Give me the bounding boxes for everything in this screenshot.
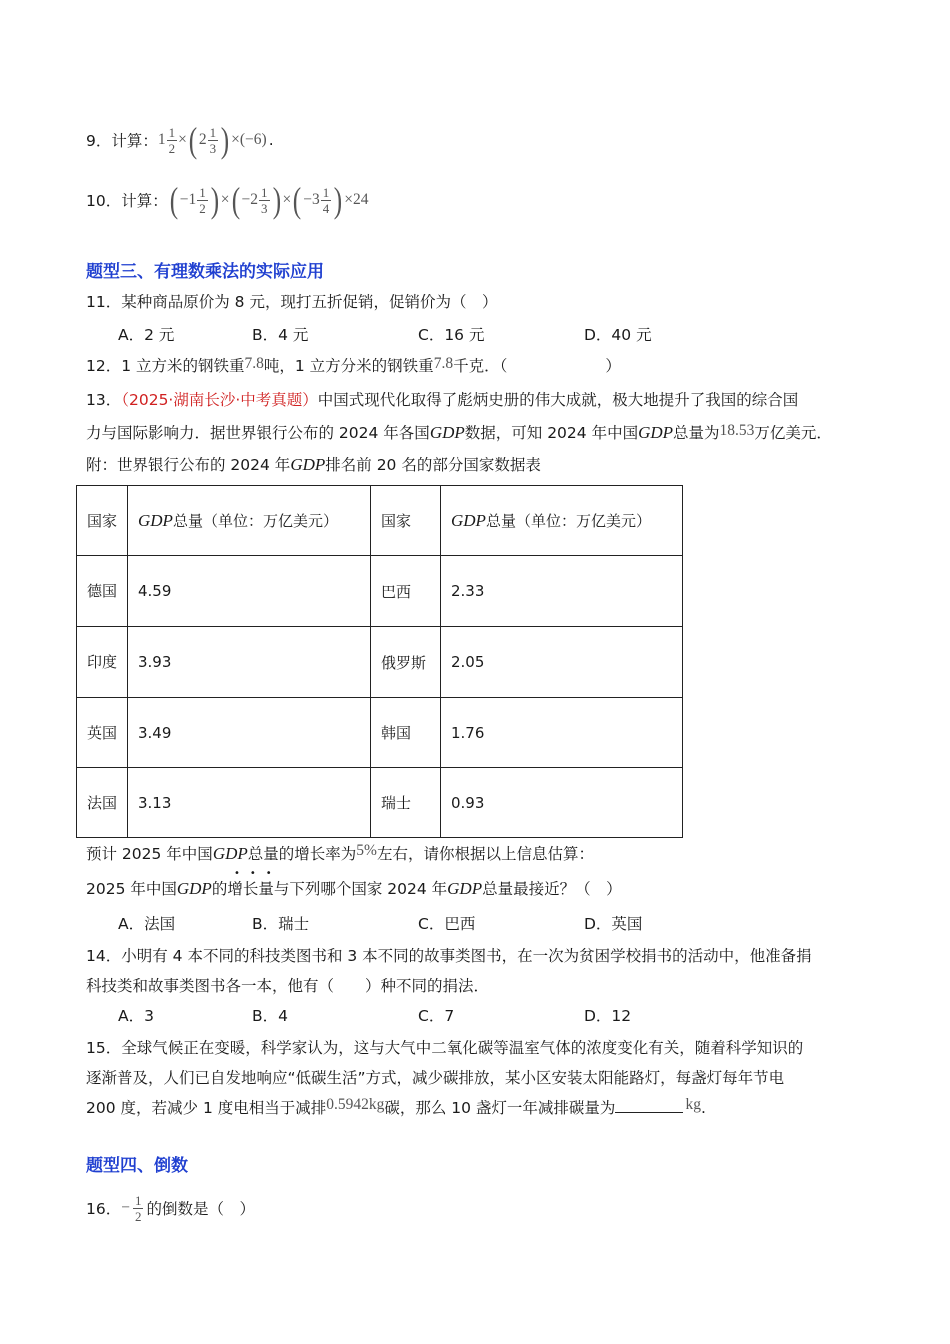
q10-label: 计算：: [121, 192, 168, 210]
question-11: 11．某种商品原价为 8 元，现打五折促销，促销价为（ ）: [86, 293, 498, 311]
question-15-line-2: 逐渐普及，人们已自发地响应“低碳生活”方式，减少碳排放，某小区安装太阳能路灯，每盏灯每年节电: [86, 1069, 785, 1087]
q13-option-d: D．英国: [584, 915, 643, 933]
q11-option-d: D．40 元: [584, 326, 652, 344]
section-heading-3: 题型三、有理数乘法的实际应用: [86, 262, 324, 282]
growth-rate: 5%: [356, 842, 377, 859]
question-13-line-5: 2025 年中国GDP的增长量与下列哪个国家 2024 年GDP总量最接近？（ ）: [86, 879, 622, 898]
table-row: 印度 3.93 俄罗斯 2.05: [77, 627, 683, 698]
q12-value-2: 7.8: [433, 355, 454, 372]
emission-value: 0.5942kg: [326, 1096, 385, 1113]
section-heading-4: 题型四、倒数: [86, 1156, 188, 1176]
question-15-line-1: 15．全球气候正在变暖，科学家认为，这与大气中二氧化碳等温室气体的浓度变化有关，随着科学知识的: [86, 1039, 804, 1057]
q14-option-d: D．12: [584, 1007, 632, 1025]
q11-option-b: B．4 元: [252, 326, 309, 344]
q13-option-b: B．瑞士: [252, 915, 310, 933]
q9-expression: 1 $\frac{1}{2}$ × ( 2 $\frac{1}{3}$ ) ×(−6): [157, 120, 267, 160]
question-9: 9． 计算： 1 $\frac{1}{2}$ × ( 2 $\frac{1}{3}$ ) ×(−6) .: [86, 120, 274, 160]
q9-number: 9．: [86, 132, 112, 150]
q10-number: 10．: [86, 192, 122, 210]
header-country-1: 国家: [77, 486, 128, 556]
question-source: （2025·湖南长沙·中考真题）: [121, 391, 318, 409]
question-13-line-3: 附：世界银行公布的 2024 年GDP排名前 20 名的部分国家数据表: [86, 455, 541, 474]
q14-option-b: B．4: [252, 1007, 288, 1025]
question-16: 16． − $\frac{1}{2}$ 的倒数是（ ）: [86, 1192, 255, 1224]
question-13-line-4: 预计 2025 年中国GDP总量的增长率为5%左右，请你根据以上信息估算：: [86, 842, 594, 863]
question-10: [86, 178, 369, 222]
q14-option-a: A．3: [118, 1007, 154, 1025]
q10-expression: ( −1 $\frac{1}{2}$ ) × ( −2 $\frac{1}{3}$ ) × ( −3 $\frac{1}{4}$ ) ×24: [169, 180, 369, 220]
answer-blank: [615, 1096, 683, 1113]
fraction-one-half: $\frac{1}{2}$: [168, 124, 176, 156]
table-row: 英国 3.49 韩国 1.76: [77, 698, 683, 768]
question-12: 12．1 立方米的钢铁重7.8吨，1 立方分米的钢铁重7.8千克．（ ）: [86, 355, 621, 375]
header-gdp-2: GDP总量（单位：万亿美元）: [441, 486, 683, 556]
question-14-line-2: 科技类和故事类图书各一本，他有（ ）种不同的捐法．: [86, 977, 490, 995]
q14-option-c: C．7: [418, 1007, 455, 1025]
table-header-row: [77, 486, 683, 556]
q12-value-1: 7.8: [244, 355, 264, 372]
gdp-table: [76, 485, 683, 838]
question-13-line-2: 力与国际影响力．据世界银行公布的 2024 年各国GDP数据，可知 2024 年中国GDP总量为18.53万亿美元．: [86, 422, 832, 442]
q11-option-c: C．16 元: [418, 326, 485, 344]
question-13-line-1: 13．（2025·湖南长沙·中考真题）中国式现代化取得了彪炳史册的伟大成就，极大地提升了我国的综合国: [86, 391, 799, 409]
q9-label: 计算：: [111, 132, 158, 150]
header-country-2: 国家: [371, 486, 441, 556]
header-gdp-1: GDP总量（单位：万亿美元）: [128, 486, 371, 556]
fraction-one-third: $\frac{1}{3}$: [209, 124, 217, 156]
q13-option-a: A．法国: [118, 915, 176, 933]
question-15-line-3: 200 度，若减少 1 度电相当于减排0.5942kg碳，那么 10 盏灯一年减排碳量为 kg.: [86, 1096, 706, 1117]
table-row: 德国 4.59 巴西 2.33: [77, 556, 683, 627]
question-14-line-1: 14．小明有 4 本不同的科技类图书和 3 本不同的故事类图书，在一次为贫困学校捐书的活动中，他准备捐: [86, 947, 812, 965]
q13-option-c: C．巴西: [418, 915, 476, 933]
q11-option-a: A．2 元: [118, 326, 175, 344]
china-gdp-value: 18.53: [719, 422, 755, 439]
table-row: 法国 3.13 瑞士 0.93: [77, 768, 683, 838]
emphasis-dots: • • •: [234, 868, 272, 879]
